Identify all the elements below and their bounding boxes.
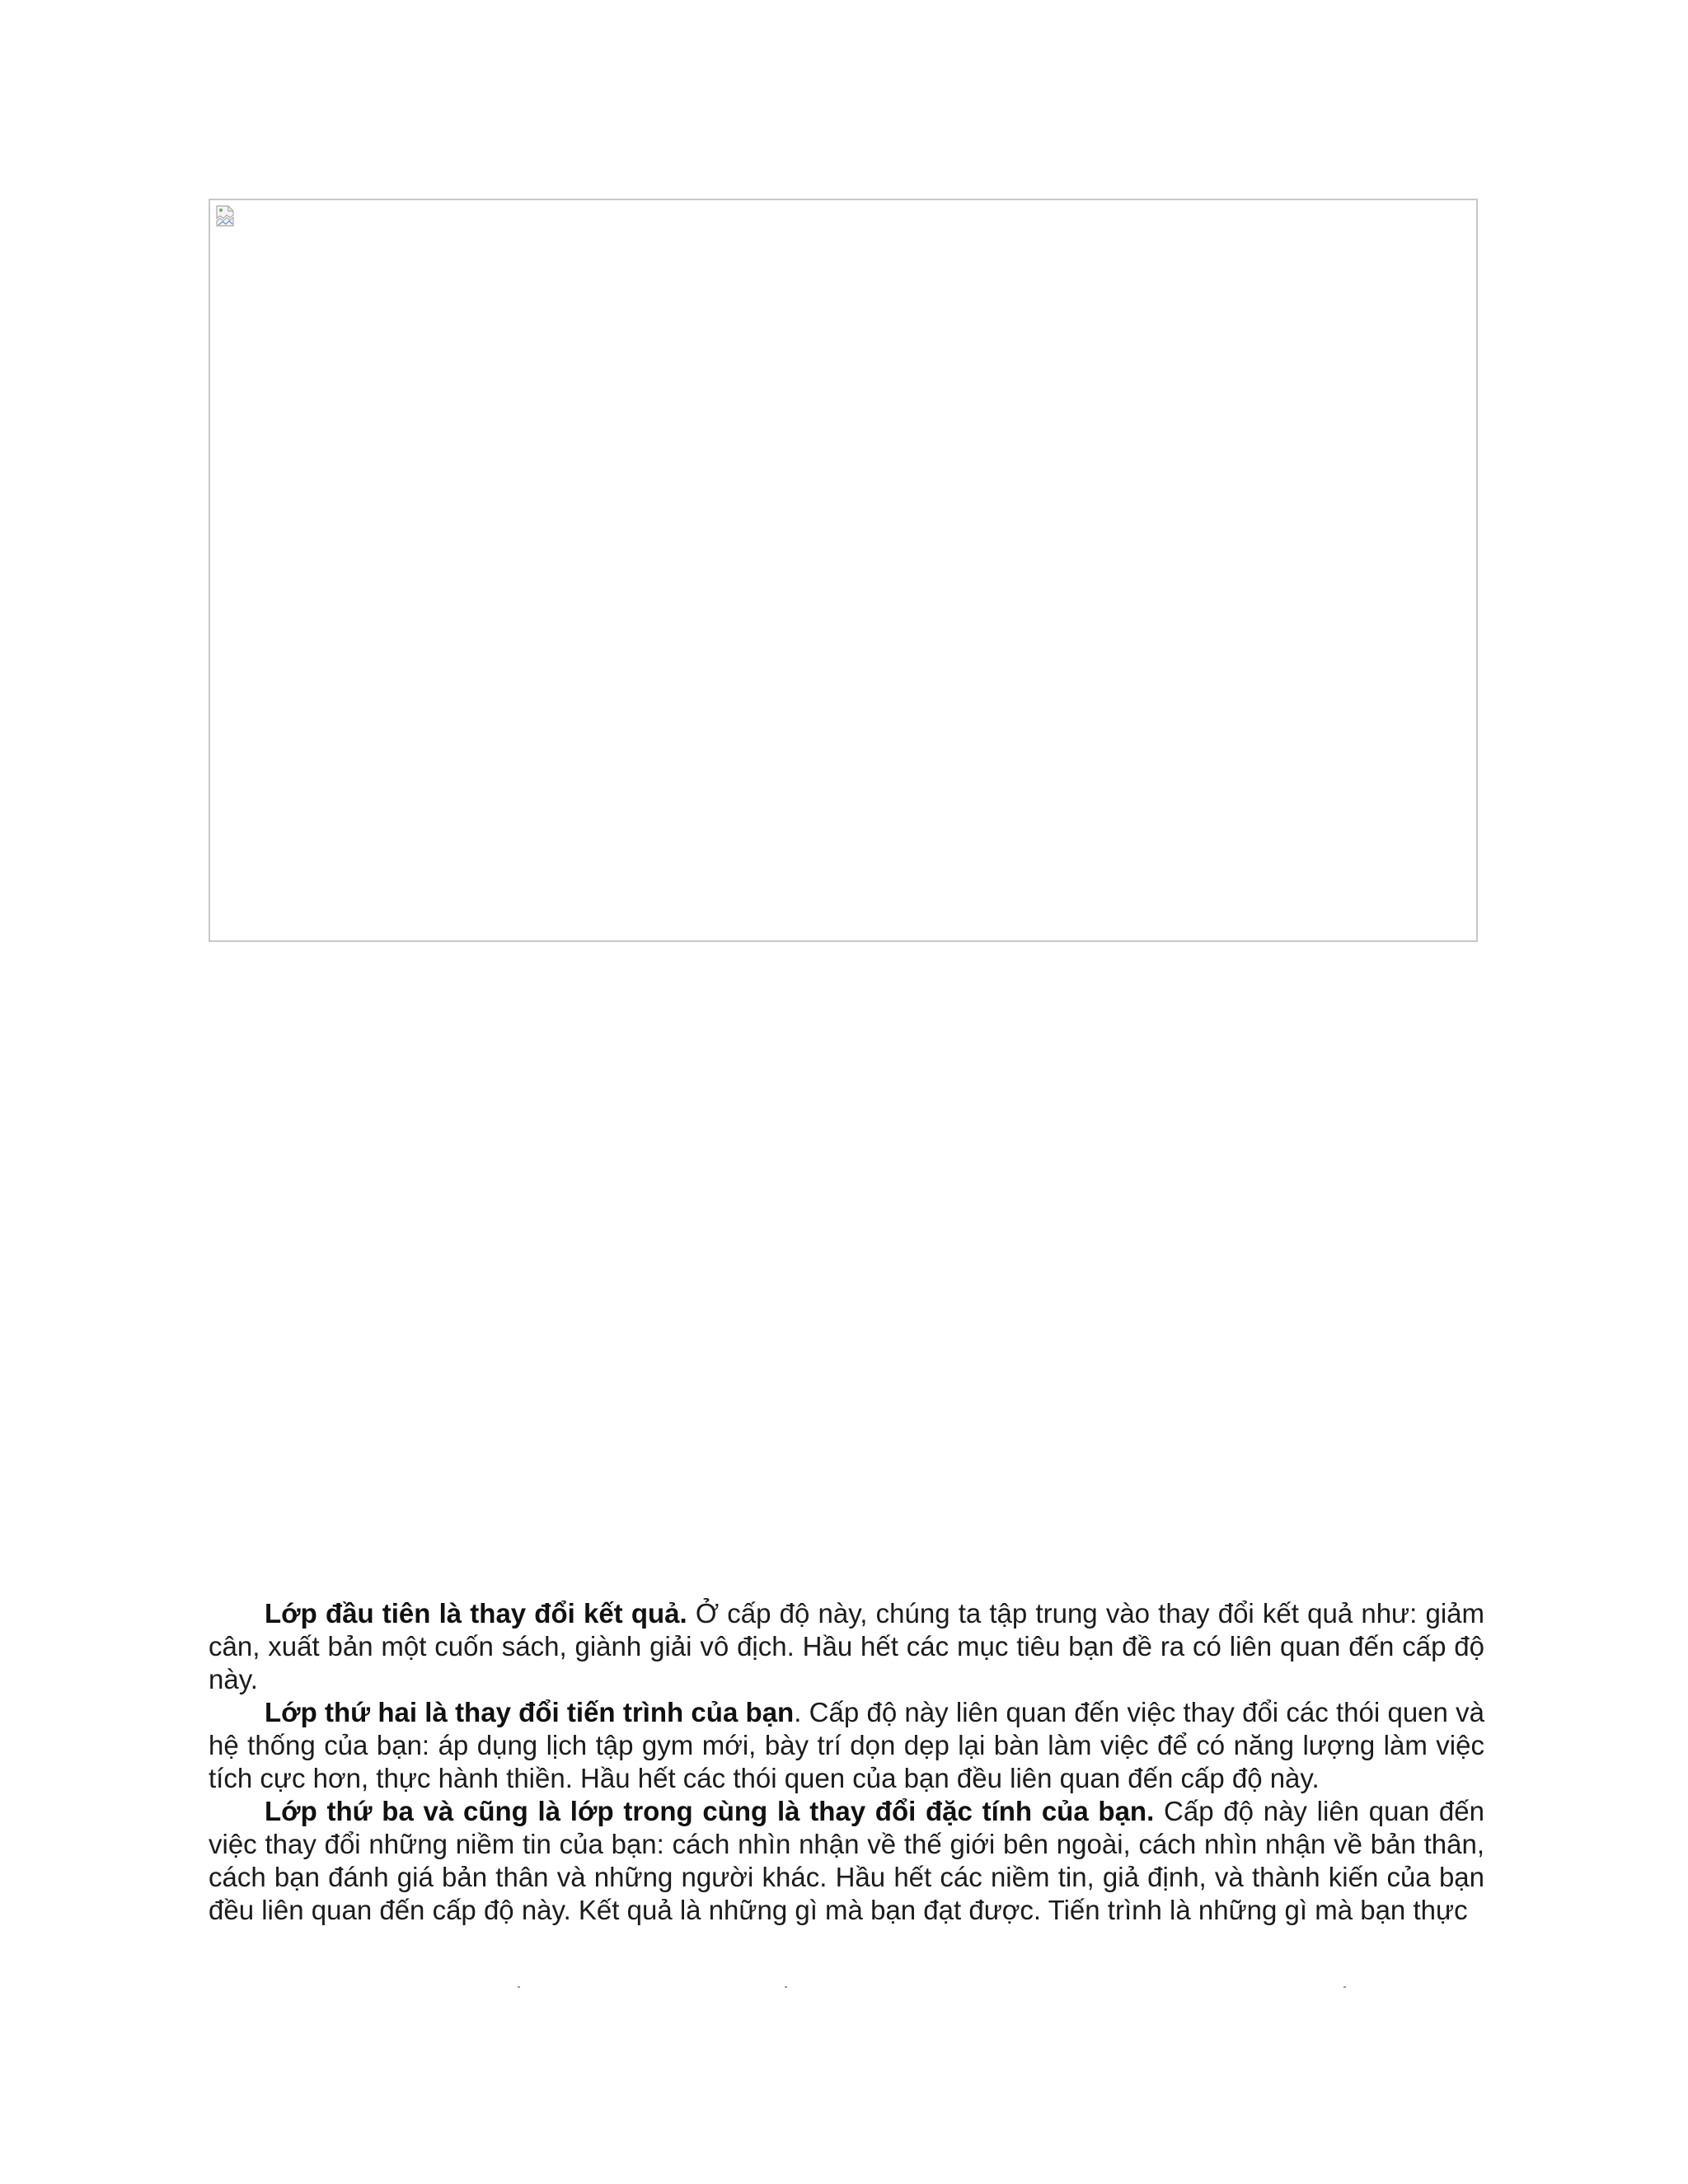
paragraph-result-layer bbox=[209, 1597, 1484, 1696]
body-text bbox=[209, 1597, 1484, 1927]
image-placeholder bbox=[209, 199, 1478, 942]
scan-speck bbox=[518, 1986, 520, 1988]
paragraph-body: . Cấp độ này liên quan đến việc thay đổi các thói quen và hệ thống của bạn: áp dụng lịch tập gym mới, bày trí dọn dẹp lại bàn làm việc để có năng lượng làm việc tích cực hơn, thực hành thiền. Hầu hết các thói quen của bạn đều liên quan đến cấp độ này. bbox=[209, 1697, 1485, 1793]
paragraph-heading: Lớp thứ ba và cũng là lớp trong cùng là thay đổi đặc tính của bạn. bbox=[265, 1796, 1155, 1826]
scan-speck bbox=[785, 1986, 787, 1988]
scan-speck bbox=[1343, 1986, 1346, 1988]
paragraph-process-layer bbox=[209, 1696, 1484, 1795]
broken-image-icon bbox=[215, 205, 235, 227]
paragraph-heading: Lớp thứ hai là thay đổi tiến trình của bạn bbox=[265, 1697, 795, 1727]
paragraph-body: Ở cấp độ này, chúng ta tập trung vào thay đổi kết quả như: giảm cân, xuất bản một cuốn sách, giành giải vô địch. Hầu hết các mục tiêu bạn đề ra có liên quan đến cấp độ này. bbox=[209, 1598, 1484, 1694]
paragraph-body: Cấp độ này liên quan đến việc thay đổi những niềm tin của bạn: cách nhìn nhận về thế giới bên ngoài, cách nhìn nhận về bản thân, cách bạn đánh giá bản thân và những người khác. Hầu hết các niềm tin, giả định, và thành kiến của bạn đều liên quan đến cấp độ này. Kết quả là những gì mà bạn đạt được. Tiến trình là những gì mà bạn thực bbox=[209, 1796, 1484, 1925]
paragraph-identity-layer bbox=[209, 1795, 1484, 1927]
paragraph-heading: Lớp đầu tiên là thay đổi kết quả. bbox=[265, 1598, 687, 1629]
